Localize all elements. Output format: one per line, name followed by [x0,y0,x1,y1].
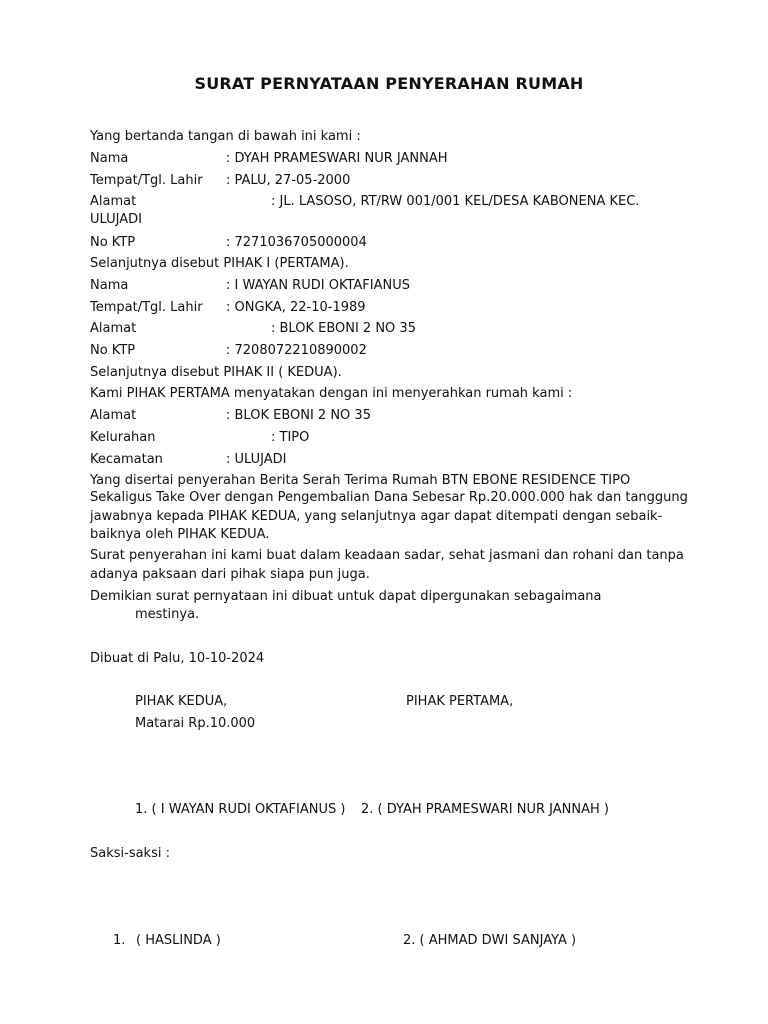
pihak2-ttl-value: : ONGKA, 22-10-1989 [226,300,366,315]
pihak1-nama-label: Nama [90,151,129,166]
pihak1-ktp-label: No KTP [90,235,136,250]
sign-pihak-kedua-label: PIHAK KEDUA, [135,694,228,709]
pihak1-ktp-value: : 7271036705000004 [226,235,367,250]
pihak2-nama-value: : I WAYAN RUDI OKTAFIANUS [226,278,410,293]
rumah-alamat-label: Alamat [90,408,137,423]
paragraph-1-line-2: Sekaligus Take Over dengan Pengembalian Dana Sebesar Rp.20.000.000 hak dan tanggung [90,490,688,505]
paragraph-3-line-1: Demikian surat pernyataan ini dibuat untuk dapat dipergunakan sebagaimana [90,589,602,604]
pihak1-closing: Selanjutnya disebut PIHAK I (PERTAMA). [90,256,349,271]
pihak2-alamat-value: : BLOK EBONI 2 NO 35 [271,321,416,336]
saksi-label: Saksi-saksi : [90,846,170,861]
rumah-kelurahan-label: Kelurahan [90,430,156,445]
rumah-kecamatan-value: : ULUJADI [226,452,287,467]
pihak1-alamat-cont: ULUJADI [90,212,142,227]
rumah-kelurahan-value: : TIPO [271,430,310,445]
pihak1-ttl-value: : PALU, 27-05-2000 [226,173,351,188]
pihak2-ttl-label: Tempat/Tgl. Lahir [90,300,203,315]
pihak1-alamat-value: : JL. LASOSO, RT/RW 001/001 KEL/DESA KABONENA KEC. [271,194,640,209]
document-title: SURAT PERNYATAAN PENYERAHAN RUMAH [194,74,584,93]
sign-pihak-pertama-label: PIHAK PERTAMA, [406,694,514,709]
pihak1-ttl-label: Tempat/Tgl. Lahir [90,173,203,188]
pihak2-ktp-label: No KTP [90,343,136,358]
sign-pihak-kedua-name: 1. ( I WAYAN RUDI OKTAFIANUS ) [135,802,346,817]
pihak2-ktp-value: : 7208072210890002 [226,343,367,358]
paragraph-3-line-2: mestinya. [135,607,200,622]
paragraph-2-line-1: Surat penyerahan ini kami buat dalam keadaan sadar, sehat jasmani dan rohani dan tanpa [90,548,684,563]
paragraph-1-line-3: jawabnya kepada PIHAK KEDUA, yang selanjutnya agar dapat ditempati dengan sebaik- [90,509,663,524]
saksi-1-name: ( HASLINDA ) [136,933,221,948]
pihak2-closing: Selanjutnya disebut PIHAK II ( KEDUA). [90,365,342,380]
sign-pihak-pertama-name: 2. ( DYAH PRAMESWARI NUR JANNAH ) [361,802,609,817]
rumah-alamat-value: : BLOK EBONI 2 NO 35 [226,408,371,423]
intro-text: Yang bertanda tangan di bawah ini kami : [90,129,361,144]
pihak2-alamat-label: Alamat [90,321,137,336]
paragraph-1-line-4: baiknya oleh PIHAK KEDUA. [90,527,270,542]
pihak1-nama-value: : DYAH PRAMESWARI NUR JANNAH [226,151,448,166]
pihak2-nama-label: Nama [90,278,129,293]
place-date: Dibuat di Palu, 10-10-2024 [90,651,265,666]
materai-text: Matarai Rp.10.000 [135,716,256,731]
rumah-kecamatan-label: Kecamatan [90,452,163,467]
paragraph-2-line-2: adanya paksaan dari pihak siapa pun juga. [90,567,370,582]
saksi-2-name: 2. ( AHMAD DWI SANJAYA ) [403,933,577,948]
pihak1-alamat-label: Alamat [90,194,137,209]
saksi-1-number: 1. [113,933,126,948]
statement-text: Kami PIHAK PERTAMA menyatakan dengan ini menyerahkan rumah kami : [90,386,573,401]
paragraph-1-line-1: Yang disertai penyerahan Berita Serah Terima Rumah BTN EBONE RESIDENCE TIPO [90,473,631,488]
